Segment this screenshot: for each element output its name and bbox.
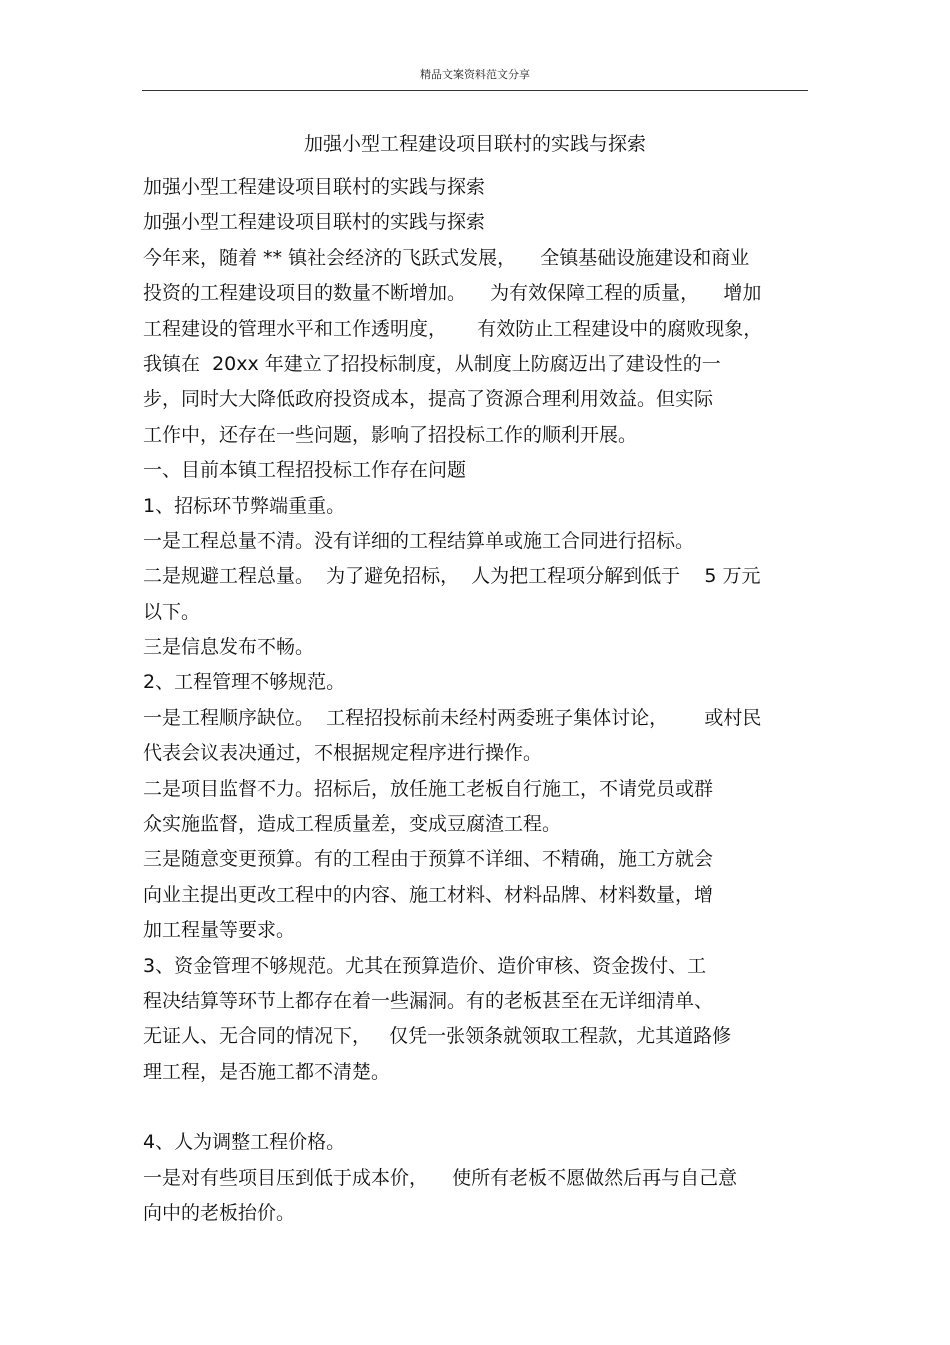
body-line: 加强小型工程建设项目联村的实践与探索	[143, 176, 486, 198]
body-line: 加工程量等要求。	[143, 919, 296, 942]
body-line: 程决结算等环节上都存在着一些漏洞。有的老板甚至在无详细清单、	[143, 989, 714, 1012]
body-line: 一是工程顺序缺位。 工程招投标前未经村两委班子集体讨论， 或村民	[143, 706, 762, 729]
document-body	[143, 170, 813, 1231]
body-line: 理工程，是否施工都不清楚。	[143, 1060, 391, 1083]
page-header-text: 精品文案资料范文分享	[420, 68, 530, 81]
body-line: 一是对有些项目压到低于成本价， 使所有老板不愿做然后再与自己意	[143, 1166, 738, 1189]
subsection-heading: 1、招标环节弊端重重。	[143, 494, 346, 517]
body-line: 代表会议表决通过，不根据规定程序进行操作。	[143, 742, 543, 765]
body-line: 投资的工程建设项目的数量不断增加。 为有效保障工程的质量， 增加	[143, 282, 762, 305]
body-line: 一是工程总量不清。没有详细的工程结算单或施工合同进行招标。	[143, 529, 695, 552]
body-line: 工作中，还存在一些问题，影响了招投标工作的顺利开展。	[143, 423, 638, 446]
body-line: 二是规避工程总量。 为了避免招标， 人为把工程项分解到低于 5 万元	[143, 565, 761, 588]
body-line: 工程建设的管理水平和工作透明度， 有效防止工程建设中的腐败现象，	[143, 317, 763, 340]
header-divider	[142, 90, 808, 91]
section-heading: 一、目前本镇工程招投标工作存在问题	[143, 459, 467, 482]
body-line: 今年来，随着 ** 镇社会经济的飞跃式发展， 全镇基础设施建设和商业	[143, 246, 750, 269]
body-line: 向业主提出更改工程中的内容、施工材料、材料品牌、材料数量，增	[143, 883, 714, 906]
body-line: 无证人、无合同的情况下， 仅凭一张领条就领取工程款，尤其道路修	[143, 1025, 732, 1048]
subsection-heading: 4、人为调整工程价格。	[143, 1131, 346, 1154]
subsection-heading: 3、资金管理不够规范。尤其在预算造价、造价审核、资金拨付、工	[143, 954, 707, 977]
body-line: 以下。	[143, 600, 201, 623]
body-line: 我镇在 20xx 年建立了招投标制度，从制度上防腐迈出了建设性的一	[143, 352, 721, 375]
body-line: 众实施监督，造成工程质量差，变成豆腐渣工程。	[143, 813, 562, 836]
body-line: 步，同时大大降低政府投资成本，提高了资源合理利用效益。但实际	[143, 388, 714, 411]
body-line: 向中的老板抬价。	[143, 1201, 296, 1224]
body-line: 加强小型工程建设项目联村的实践与探索	[143, 211, 486, 234]
body-line: 三是信息发布不畅。	[143, 636, 315, 659]
body-line: 二是项目监督不力。招标后，放任施工老板自行施工，不请党员或群	[143, 777, 714, 800]
document-title: 加强小型工程建设项目联村的实践与探索	[303, 133, 646, 155]
body-line: 三是随意变更预算。有的工程由于预算不详细、不精确，施工方就会	[143, 848, 714, 871]
subsection-heading: 2、工程管理不够规范。	[143, 671, 346, 694]
